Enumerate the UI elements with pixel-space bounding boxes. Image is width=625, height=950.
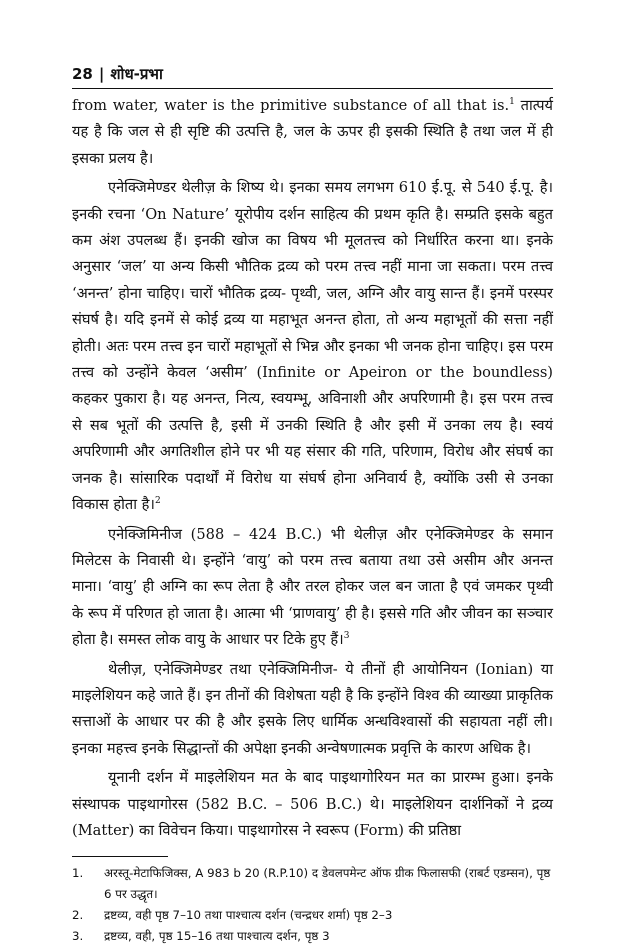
footnotes	[72, 863, 553, 947]
paragraph-continuation	[72, 93, 553, 172]
paragraph-text: यूनानी दर्शन में माइलेशियन मत के बाद पाइथागोरियन मत का प्रारम्भ हुआ। इनके संस्थापक पाइथागोरस (582 B.C. – 506 B.C.) थे। माइलेशियन दार्शनिकों ने द्रव्य (Matter) का विवेचन किया। पाइथागोरस ने स्वरूप (Form) की प्रतिष्ठा	[72, 769, 553, 839]
paragraph-text: एनेक्जिमिनीज (588 – 424 B.C.) भी थेलीज़ और एनेक्जिमेण्डर के समान मिलेटस के निवासी थे। इन्होंने ‘वायु’ को परम तत्त्व बताया तथा उसे असीम और अनन्त माना। ‘वायु’ ही अग्नि का रूप लेता है और तरल होकर जल बन जाता है एवं जमकर पृथ्वी के रूप में परिणत हो जाता है। आत्मा भी ‘प्राणवायु’ ही है। इससे गति और जीवन का सञ्चार होता है। समस्त लोक वायु के आधार पर टिके हुए हैं।	[72, 525, 553, 649]
paragraph-text: एनेक्जिमेण्डर थेलीज़ के शिष्य थे। इनका समय लगभग 610 ई.पू. से 540 ई.पू. है। इनकी रचना ‘On Nature’ यूरोपीय दर्शन साहित्य की प्रथम कृति है। सम्प्रति इसके बहुत कम अंश उपलब्ध हैं। इनकी खोज का विषय भी मूलतत्त्व को निर्धारित करना था। इनके अनुसार ‘जल’ या अन्य किसी भौतिक द्रव्य को परम तत्त्व नहीं माना जा सकता। परम तत्त्व ‘अनन्त’ होना चाहिए। चारों भौतिक द्रव्य- पृथ्वी, जल, अग्नि और वायु सान्त हैं। इनमें परस्पर संघर्ष है। यदि इनमें से कोई द्रव्य या महाभूत अनन्त होता, तो अन्य महाभूतों की सत्ता नहीं होती। अतः परम तत्त्व इन चारों महाभूतों से भिन्न और इनका भी जनक होना चाहिए। इस परम तत्त्व को उन्होंने केवल ‘असीम’ (Infinite or Apeiron or the boundless) कहकर पुकारा है। यह अनन्त, नित्य, स्वयम्भू, अविनाशी और अपरिणामी है। इस परम तत्त्व से सब भूतों की उत्पत्ति है, इसी में उनकी स्थिति है और इसी में उनका लय है। स्वयं अपरिणामी और अगतिशील होने पर भी यह संसार की गति, परिणाम, विरोध और संघर्ष का जनक है। सांसारिक पदार्थों में विरोध या संघर्ष होना अनिवार्य है, क्योंकि उसी से उनका विकास होता है।	[72, 179, 553, 514]
footnote	[72, 863, 553, 905]
footnote	[72, 926, 553, 947]
journal-title: शोध-प्रभा	[110, 65, 163, 83]
footnote-divider	[72, 856, 168, 857]
footnote-ref: 1	[509, 97, 515, 108]
page-number: 28	[72, 65, 93, 83]
paragraph-text-tail: तात्पर्य यह है कि जल से ही सृष्टि की उत्पत्ति है, जल के ऊपर ही इसकी स्थिति है तथा जल में ही इसका प्रलय है।	[72, 97, 553, 167]
paragraph-text: from water, water is the primitive substance of all that is.	[72, 97, 510, 114]
body-text	[72, 93, 553, 844]
paragraph-anaximenes	[72, 522, 553, 654]
paragraph-ionian	[72, 657, 553, 763]
footnote-number: 3.	[72, 929, 84, 944]
footnote	[72, 905, 553, 926]
footnote-number: 2.	[72, 908, 84, 923]
footnote-ref: 2	[154, 496, 161, 507]
paragraph-pythagoras	[72, 765, 553, 844]
header-separator: |	[98, 65, 105, 83]
footnote-text: अरस्तू-मेटाफिजिक्स, A 983 b 20 (R.P.10) द डेवलपमेन्ट ऑफ ग्रीक फिलासफी (राबर्ट एडम्सन), पृष्ठ 6 पर उद्धृत।	[104, 866, 551, 902]
running-header	[72, 64, 553, 89]
footnote-text: द्रष्टव्य, वही पृष्ठ 7–10 तथा पाश्चात्य दर्शन (चन्द्रधर शर्मा) पृष्ठ 2–3	[104, 908, 393, 923]
paragraph-anaximander	[72, 175, 553, 518]
footnote-text: द्रष्टव्य, वही, पृष्ठ 15–16 तथा पाश्चात्य दर्शन, पृष्ठ 3	[104, 929, 330, 944]
footnote-number: 1.	[72, 866, 84, 881]
paragraph-text: थेलीज़, एनेक्जिमेण्डर तथा एनेक्जिमिनीज- ये तीनों ही आयोनियन (Ionian) या माइलेशियन कहे जाते हैं। इन तीनों की विशेषता यही है कि इन्होंने विश्व की व्याख्या प्राकृतिक सत्ताओं के आधार पर की है और इसके लिए धार्मिक अन्धविश्वासों की सहायता नहीं ली। इनका महत्त्व इनके सिद्धान्तों की अपेक्षा इनकी अन्वेषणात्मक प्रवृत्ति के कारण अधिक है।	[72, 660, 553, 757]
footnote-ref: 3	[343, 631, 350, 642]
